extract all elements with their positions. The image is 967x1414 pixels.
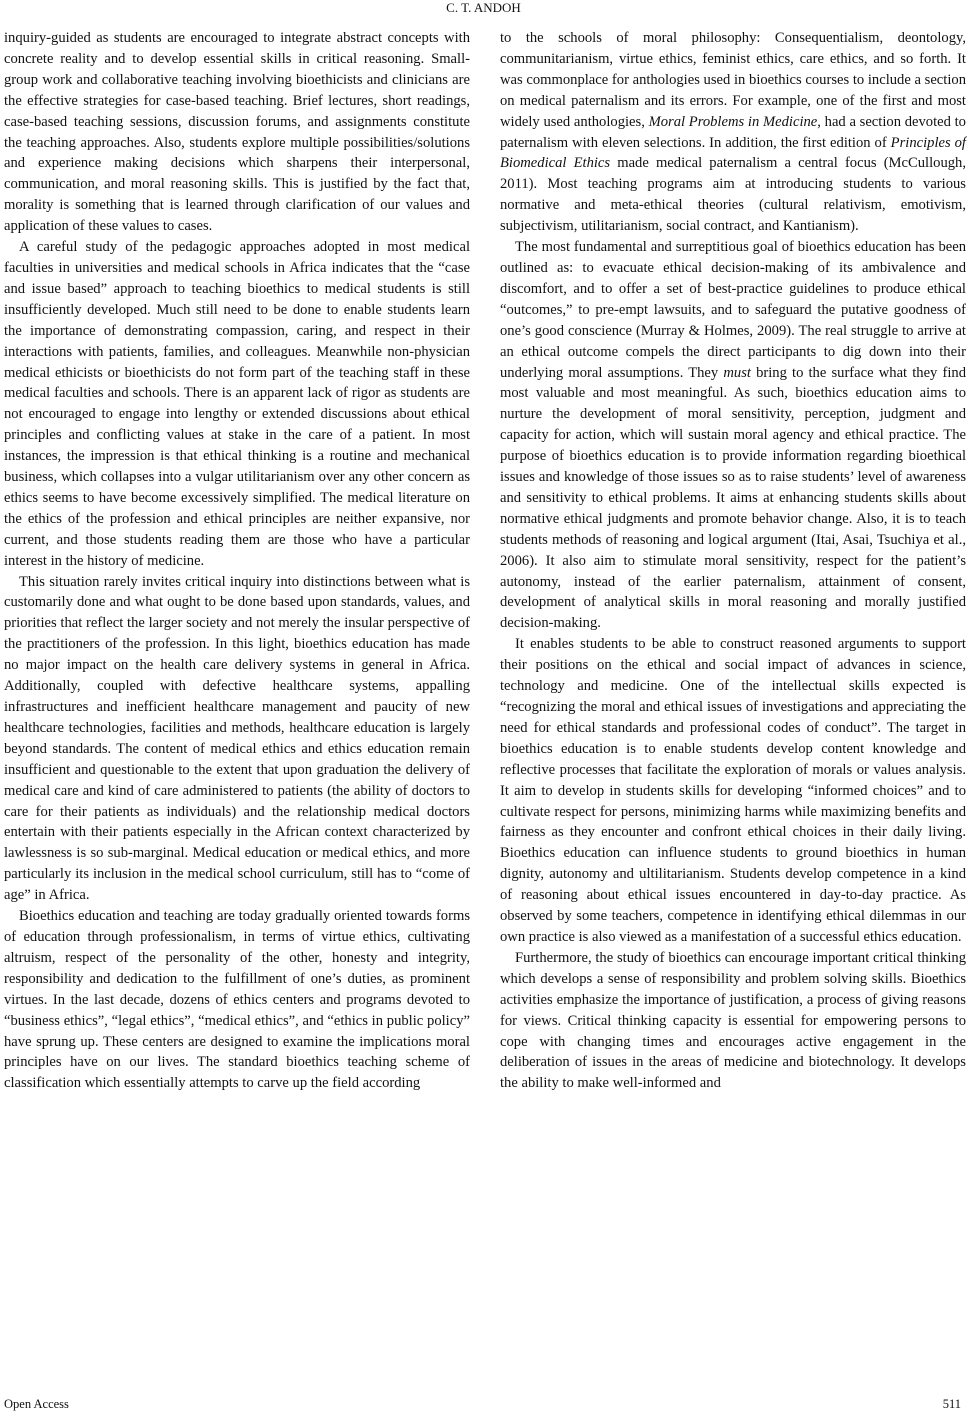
running-head: C. T. ANDOH bbox=[446, 0, 521, 15]
paragraph: to the schools of moral philosophy: Consequentialism, deontology, communitarianism, virtue ethics, feminist ethics, care ethics, and so forth. It was commonplace for anthologies used in bioethics courses to include a section on medical paternalism and its errors. For example, one of the first and most widely used anthologies, Moral Problems in Medicine, had a section devoted to paternalism with eleven selections. In addition, the first edition of Principles of Biomedical Ethics made medical paternalism a central focus (McCullough, 2011). Most teaching programs aim at introducing students to various normative and meta-ethical theories (cultural relativism, emotivism, subjectivism, utilitarianism, social contract, and Kantianism). bbox=[500, 30, 966, 235]
right-column bbox=[500, 28, 966, 1094]
emphasis: must bbox=[723, 364, 751, 381]
footer-journal: Open Access bbox=[4, 1397, 69, 1411]
book-title: Principles of Biomedical Ethics bbox=[500, 134, 966, 172]
page-number: 511 bbox=[942, 1397, 961, 1411]
book-title: Moral Problems in Medicine bbox=[648, 113, 818, 130]
paragraph: A careful study of the pedagogic approaches adopted in most medical faculties in universities and medical schools in Africa indicates that the “case and issue based” approach to teaching bioethics to medical students is still insufficiently developed. Much still need to be done to enable students learn the importance of demonstrating compassion, caring, and respect in their interactions with patients, families, and colleagues. Meanwhile non-physician medical ethicists or bioethicists do not form part of the teaching staff in these medical faculties and schools. There is an apparent lack of rigor as students are not encouraged to engage into lengthy or extended discussions about ethical principles and conflicting values at stake in the care of a patient. In most instances, the impression is that ethical thinking is a routine and mechanical business, which collapses into a vulgar utilitarianism over any other concern as ethics seems to have become excessively simplified. The medical literature on the ethics of the profession and ethical principles are neither expansive, nor current, and those students reading them are those who have a particular interest in the history of medicine. bbox=[4, 239, 470, 569]
paragraph: Bioethics education and teaching are today gradually oriented towards forms of education through professionalism, in terms of virtue ethics, cultivating altruism, respect of the personality of the other, honesty and integrity, responsibility and dedication to the fulfillment of one’s duties, as prominent virtues. In the last decade, dozens of ethics centers and programs devoted to “business ethics”, “legal ethics”, “medical ethics”, and “ethics in public policy” have sprung up. These centers are designed to examine the implications moral principles have on our lives. The standard bioethics teaching scheme of classification which essentially attempts to carve up the field according bbox=[4, 908, 470, 1092]
paragraph: inquiry-guided as students are encouraged to integrate abstract concepts with concrete reality and to develop essential skills in critical reasoning. Small-group work and collaborative teaching involving bioethicists and clinicians are the effective strategies for case-based teaching. Brief lectures, short readings, case-based teaching sessions, discussion forums, and assignments constitute the teaching approaches. Also, students explore multiple possibilities/solutions and experience making decisions which sharpens their interpersonal, communication, and moral reasoning skills. This is justified by the fact that, morality is something that is learned through clarification of our values and application of these values to cases. bbox=[4, 30, 470, 235]
paragraph: It enables students to be able to construct reasoned arguments to support their positions on the ethical and social impact of advances in science, technology and medicine. One of the intellectual skills expected is “recognizing the moral and ethical issues of investigations and appreciating the need for ethical standards and professional codes of conduct”. The target in bioethics education is to enable students develop content knowledge and reflective processes that facilitate the exploration of morals or values analysis. It aim to develop in students skills for developing “informed choices” and to cultivate respect for persons, minimizing harms while maximizing benefits and fairness as they encounter and confront ethical choices in their daily living. Bioethics education can influence students to ground bioethics in human dignity, autonomy and ultilitarianism. Students develop competence in a kind of reasoning about ethical issues encountered in day-to-day practice. As observed by some teachers, competence in identifying ethical dilemmas in our own practice is also viewed as a manifestation of a successful ethics education. bbox=[500, 636, 966, 945]
left-column bbox=[4, 28, 470, 1094]
paragraph: Furthermore, the study of bioethics can encourage important critical thinking which develops a sense of responsibility and problem solving skills. Bioethics activities emphasize the importance of justification, a process of giving reasons for views. Critical thinking capacity is essential for empowering persons to cope with changing times and encourages active engagement in the deliberation of issues in the areas of medicine and biotechnology. It develops the ability to make well-informed and bbox=[500, 949, 966, 1092]
paragraph: This situation rarely invites critical inquiry into distinctions between what is customarily done and what ought to be done based upon standards, values, and priorities that reflect the larger society and not merely the insular perspective of the practitioners of the profession. In this light, bioethics education has made no major impact on the health care delivery systems in general in Africa. Additionally, coupled with defective healthcare systems, appalling infrastructures and inefficient healthcare management and paucity of new healthcare technologies, facilities and methods, healthcare education is largely beyond standards. The content of medical ethics and ethics education remain insufficient and questionable to the extent that upon graduation the delivery of medical care and kind of care administered to patients (the ability of doctors to care for their patients as individuals) and the relationship medical doctors entertain with their patients especially in the African context characterized by lawlessness is so sub-marginal. Medical education or medical ethics, and more particularly its inclusion in the medical school curriculum, still has to “come of age” in Africa. bbox=[4, 573, 470, 904]
paragraph: The most fundamental and surreptitious goal of bioethics education has been outlined as: to evacuate ethical decision-making of its ambivalence and discomfort, and to offer a set of best-practice guidelines to produce ethical “outcomes,” to pre-empt lawsuits, and to safeguard the putative goodness of one’s good conscience (Murray & Holmes, 2009). The real struggle to arrive at an ethical outcome compels the direct participants to dig down into their underlying moral assumptions. They must bring to the surface what they find most valuable and most meaningful. As such, bioethics education aims to nurture the development of moral sensitivity, perception, judgment and capacity for action, which will sustain moral agency and ethical practice. The purpose of bioethics education is to provide information regarding bioethical issues and knowledge of those issues so as to raise students’ level of awareness and sensitivity to ethical problems. It aims at enhancing students skills about normative ethical judgments and promote behavior change. Also, it is to teach students methods of reasoning and logical argument (Itai, Asai, Tsuchiya et al., 2006). It also aim to stimulate moral sensitivity, respect for the patient’s autonomy, instead of the earlier paternalism, attainment of consent, development of analytical skills in moral reasoning and morally justified decision-making. bbox=[500, 239, 967, 632]
